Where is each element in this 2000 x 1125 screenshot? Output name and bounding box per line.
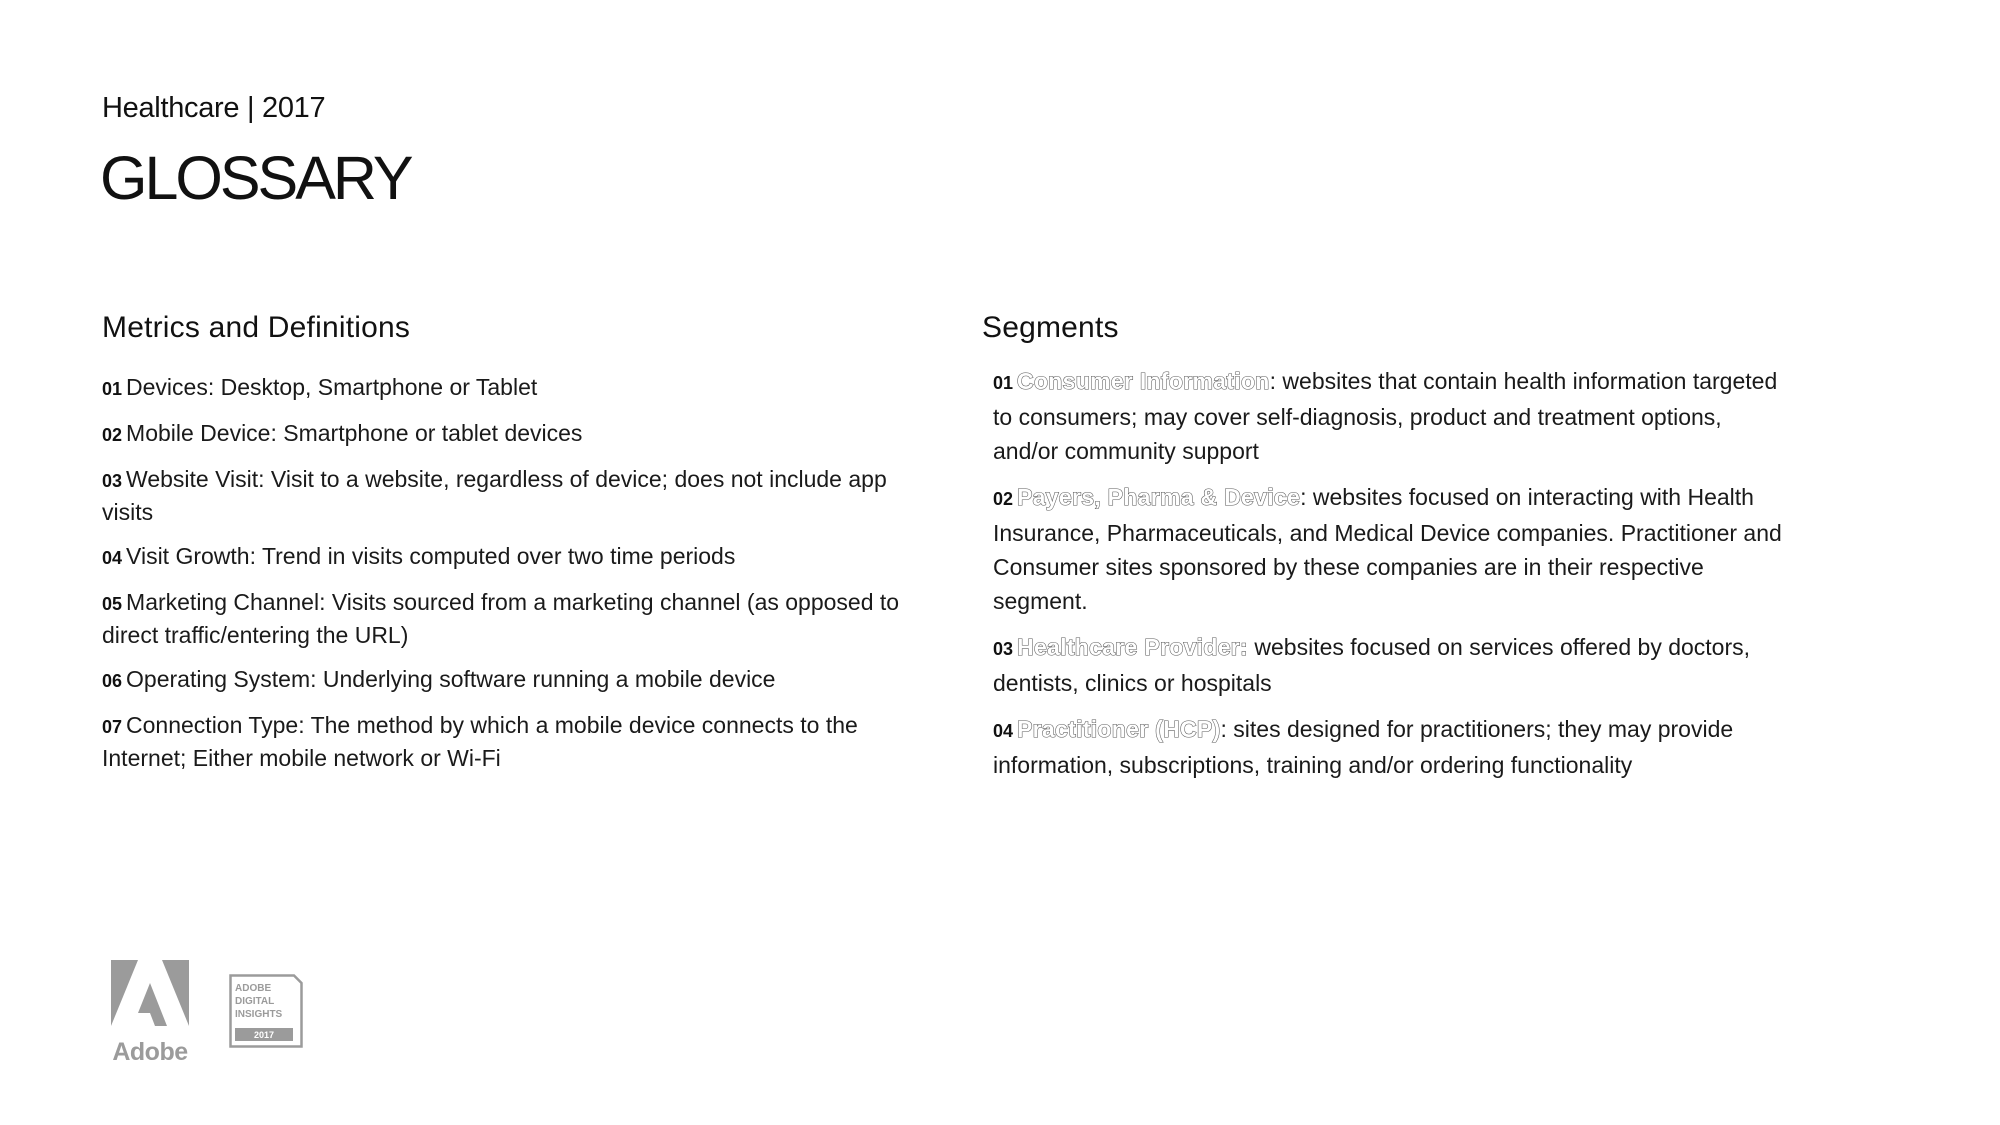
segment-term: Practitioner (HCP) [1017, 716, 1221, 742]
segment-number: 03 [993, 639, 1014, 659]
page-subtitle: Healthcare | 2017 [102, 92, 326, 124]
segments-heading: Segments [982, 311, 1119, 344]
metric-item-marketing-channel [102, 587, 902, 651]
segment-item-payers-pharma-device [993, 480, 1793, 618]
segment-term: Healthcare Provider: [1017, 634, 1249, 660]
metric-item-connection-type [102, 710, 902, 774]
segments-list [993, 364, 1793, 794]
adobe-wordmark: Adobe [112, 1038, 188, 1066]
badge-line-adobe: ADOBE [235, 983, 272, 994]
metric-text: Visit Growth: Trend in visits computed over two time periods [126, 543, 736, 569]
badge-line-digital: DIGITAL [235, 996, 275, 1007]
metric-number: 06 [102, 671, 123, 691]
segment-term: Payers, Pharma & Device [1017, 484, 1301, 510]
segment-item-practitioner [993, 712, 1793, 782]
metric-number: 05 [102, 594, 123, 614]
segment-term: Consumer Information [1017, 368, 1270, 394]
segment-item-consumer-information [993, 364, 1793, 468]
metric-item-visit-growth [102, 541, 902, 574]
page-title: GLOSSARY [100, 144, 411, 212]
segment-item-healthcare-provider [993, 630, 1793, 700]
metric-text: Marketing Channel: Visits sourced from a marketing channel (as opposed to direct traffic/entering the URL) [102, 589, 900, 648]
metric-item-website-visit [102, 464, 902, 528]
metric-item-mobile-device [102, 418, 902, 451]
segment-number: 04 [993, 721, 1014, 741]
metric-number: 07 [102, 717, 123, 737]
metrics-list [102, 372, 902, 787]
segment-number: 01 [993, 373, 1014, 393]
badge-year: 2017 [253, 1030, 275, 1040]
metric-text: Website Visit: Visit to a website, regardless of device; does not include app visits [102, 466, 887, 525]
adobe-logo-icon [111, 960, 189, 1066]
metric-number: 01 [102, 379, 123, 399]
metric-item-operating-system [102, 664, 902, 697]
metric-text: Connection Type: The method by which a mobile device connects to the Internet; Either mobile network or Wi-Fi [102, 712, 858, 771]
metric-text: Devices: Desktop, Smartphone or Tablet [126, 374, 538, 400]
metric-text: Mobile Device: Smartphone or tablet devices [126, 420, 583, 446]
metric-number: 04 [102, 548, 123, 568]
metric-text: Operating System: Underlying software running a mobile device [126, 666, 776, 692]
segment-text: : sites designed for practitioners; they may provide information, subscriptions, training and/or ordering functionality [993, 716, 1734, 778]
metrics-heading: Metrics and Definitions [102, 311, 411, 344]
metric-item-devices [102, 372, 902, 405]
segment-number: 02 [993, 489, 1014, 509]
metric-number: 02 [102, 425, 123, 445]
segment-text: : websites focused on interacting with Health Insurance, Pharmaceuticals, and Medical Device companies. Practitioner and Consumer sites sponsored by these companies are in their respective segment. [993, 484, 1782, 614]
segment-text: : websites that contain health information targeted to consumers; may cover self-diagnosis, product and treatment options, and/or community support [993, 368, 1778, 464]
adobe-digital-insights-badge-icon [229, 974, 303, 1048]
metric-number: 03 [102, 471, 123, 491]
segment-text: websites focused on services offered by doctors, dentists, clinics or hospitals [993, 634, 1751, 696]
badge-line-insights: INSIGHTS [235, 1009, 283, 1020]
